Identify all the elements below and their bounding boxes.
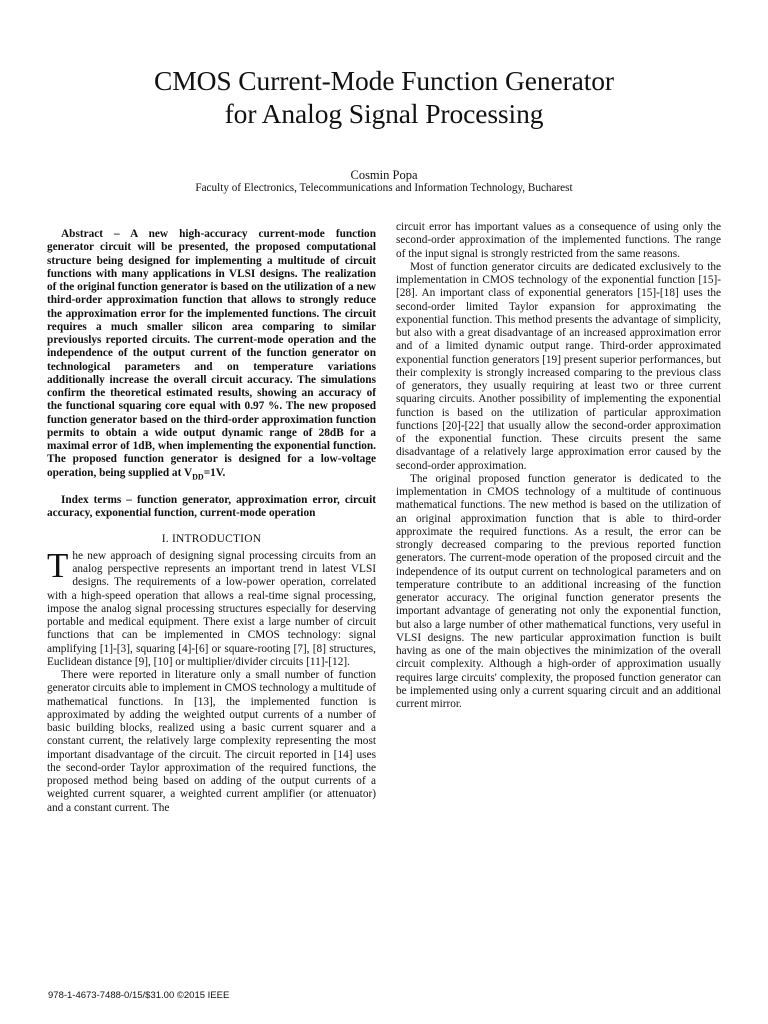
vdd-subscript: DD	[192, 471, 204, 481]
title-line-1: CMOS Current-Mode Function Generator	[153, 65, 614, 96]
abstract	[47, 228, 376, 483]
copyright-footer: 978-1-4673-7488-0/15/$31.00 ©2015 IEEE	[48, 990, 230, 1001]
right-column	[396, 221, 721, 711]
drop-cap: T	[47, 545, 69, 585]
abstract-text: Abstract – A new high-accuracy current-mode function generator circuit will be presented, the proposed computational structure being designed for implementing a multitude of circuit functions with many applications in VLSI designs. The realization of the original function generator is based on the utilization of a new third-order approximation function that allows to strongly reduce the approximation error for the implemented functions. The circuit requires a much smaller silicon area comparing to similar previouslys reported circuits. The current-mode operation and the independence of the output current of the function generator on technological parameters and on temperature variations additionally increase the overall circuit accuracy. The simulations confirm the theoretical estimated results, showing an accuracy of the functional squaring core equal with 0.97 %. The new proposed function generator based on the third-order approximation function permits to obtain a wide output dynamic range of 28dB for a maximal error of 1dB, when implementing the exponential function. The proposed function generator is designed for a low-voltage operation, being supplied at V	[47, 228, 376, 479]
paper-title	[0, 64, 768, 130]
section-heading-introduction: I. INTRODUCTION	[161, 532, 262, 545]
author-name: Cosmin Popa	[350, 168, 418, 182]
intro-paragraph-2: There were reported in literature only a small number of function generator circuits able to implement in CMOS technology a multitude of mathematical functions. In [13], the implemented function is approximated by adding the weighted output currents of a number of basic building blocks, realized using a basic current squarer and a constant current, the relatively large complexity representing the most important disadvantage of the circuit. The circuit reported in [14] uses the second-order Taylor approximation of the required functions, the proposed method being based on adding of the output currents of a weighted current squarer, a weighted current amplifier (or attenuator) and a constant current. The	[47, 669, 376, 814]
intro-paragraph-1	[47, 545, 376, 669]
index-terms: Index terms – function generator, approximation error, circuit accuracy, exponential function, current-mode operation	[47, 494, 376, 520]
intro-paragraph-3: circuit error has important values as a consequence of using only the second-order approximation of the implemented functions. The range of the input signal is strongly restricted from the same reasons.	[396, 221, 721, 260]
intro-paragraph-5: The original proposed function generator is dedicated to the implementation in CMOS technology of a multitude of continuous mathematical functions. The new method is based on the utilization of an original approximation function that is able to third-order approximate the required functions. As a result, the error can be strongly decreased comparing to the previous reported function generators. The current-mode operation of the proposed circuit and the independence of its output current on technological parameters and on temperature contribute to an additional increasing of the function generator accuracy. The original function generator presents the important advantage of generating not only the exponential function, but also a large number of other mathematical functions, very useful in VLSI designs. The new particular approximation function is built having as one of the main objectives the minimization of the overall circuit complexity. Although a high-order of approximation usually requires large circuits' complexity, the proposed function generator can be implemented using only a current squaring circuit and an additional current mirror.	[396, 472, 721, 710]
intro-paragraph-1-text: he new approach of designing signal processing circuits from an analog perspective represents an important trend in latest VLSI designs. The requirements of a low-power operation, correlated with a high-speed operation that allows a real-time signal processing, impose the analog signal processing structures especially for deserving portable and medical equipment. There exist a large number of circuit functions that can be implemented in CMOS technology: signal amplifying [1]-[3], squaring [4]-[6] or square-rooting [7], [8] structures, Euclidean distance [9], [10] or multiplier/divider circuits [11]-[12].	[47, 549, 376, 668]
title-line-2: for Analog Signal Processing	[224, 98, 544, 129]
intro-paragraph-4: Most of function generator circuits are dedicated exclusively to the implementation in CMOS technology of the exponential function [15]-[28]. An important class of exponential generators [15]-[18] uses the second-order limited Taylor expansion for approximating the exponential function. This method presents the advantage of simplicity, but also with a great disadvantage of an increased approximation error and of a limited dynamic output range. Third-order approximated exponential function generators [19] present superior performances, but their complexity is strongly increased comparing to the previous class of generators, they usually requiring at least two or three current squaring circuits. Another possibility of implementing the exponential function is based on the utilization of particular approximation functions [20]-[22] that usually allow the second-order approximation of the exponential function. These circuits present the same disadvantage of a relatively large approximation error caused by the second-order approximation.	[396, 260, 721, 472]
author-affiliation: Faculty of Electronics, Telecommunications and Information Technology, Bucharest	[195, 182, 573, 194]
left-column	[47, 228, 376, 815]
abstract-text-end: =1V.	[203, 466, 226, 479]
